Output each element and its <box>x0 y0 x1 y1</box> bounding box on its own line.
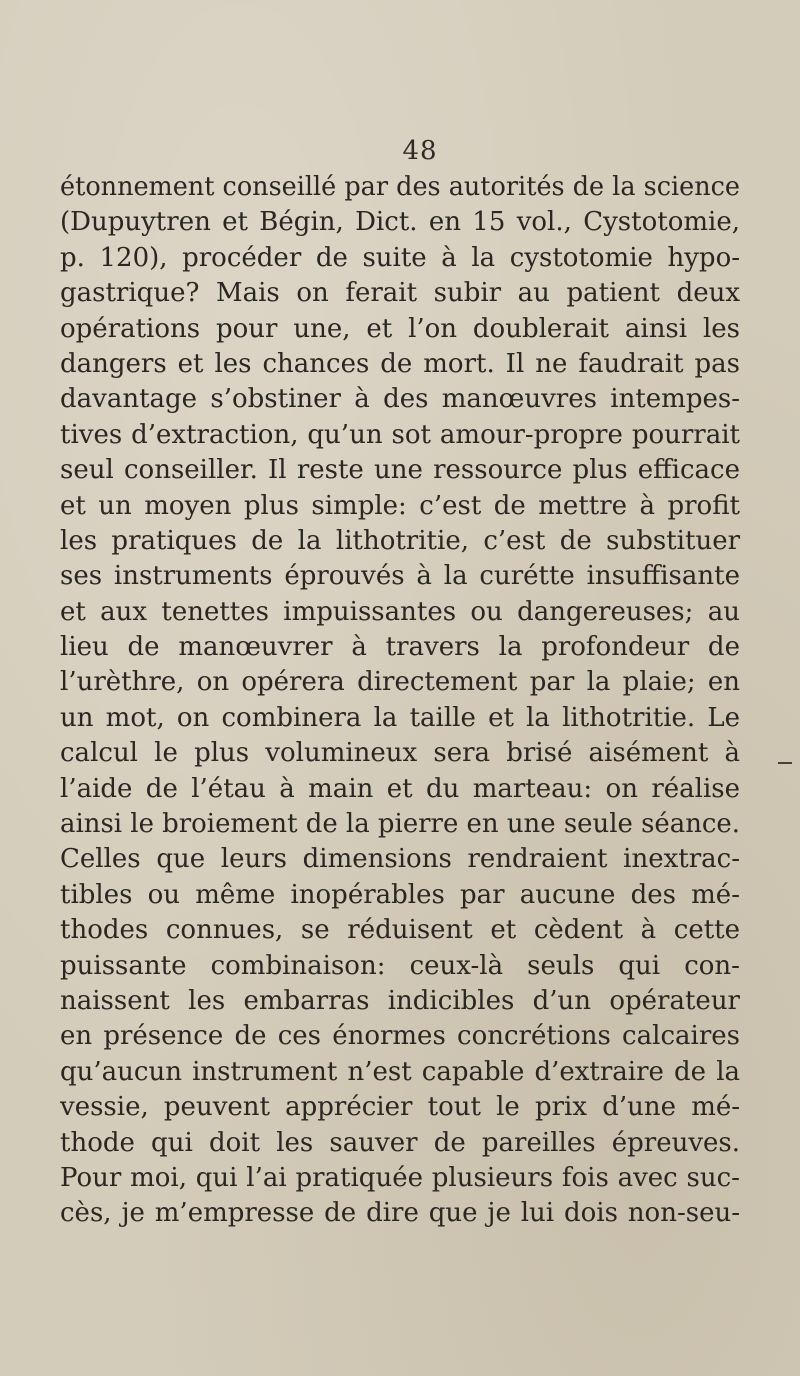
text-line: qu’aucun instrument n’est capable d’extraire de la <box>60 1056 741 1087</box>
text-line: (Dupuytren et Bégin, Dict. en 15 vol., Cystotomie, <box>60 207 740 238</box>
body-text <box>60 170 740 1232</box>
text-line: puissante combinaison: ceux-là seuls qui con- <box>60 950 740 981</box>
text-line: un mot, on combinera la taille et la lithotritie. Le <box>60 702 741 733</box>
text-line: thodes connues, se réduisent et cèdent à cette <box>60 915 741 946</box>
text-line: vessie, peuvent apprécier tout le prix d’une mé- <box>60 1092 741 1123</box>
text-line: les pratiques de la lithotritie, c’est de substituer <box>60 525 741 556</box>
text-line: tives d’extraction, qu’un sot amour-propre pourrait <box>60 419 740 450</box>
text-line: Celles que leurs dimensions rendraient inextrac- <box>60 844 741 875</box>
text-line: dangers et les chances de mort. Il ne faudrait pas <box>60 348 740 379</box>
text-line: en présence de ces énormes concrétions calcaires <box>60 1021 740 1052</box>
text-line: gastrique? Mais on ferait subir au patient deux <box>60 278 741 309</box>
margin-mark <box>778 762 792 764</box>
text-line: étonnement conseillé par des autorités de la science <box>60 172 740 202</box>
text-line: Pour moi, qui l’ai pratiquée plusieurs fois avec suc- <box>60 1162 740 1193</box>
text-line: l’aide de l’étau à main et du marteau: on réalise <box>60 773 741 804</box>
text-line: lieu de manœuvrer à travers la profondeur de <box>60 632 740 663</box>
text-line: seul conseiller. Il reste une ressource plus efficace <box>60 455 740 486</box>
text-line: cès, je m’empresse de dire que je lui dois non-seu- <box>60 1198 741 1229</box>
text-line: ses instruments éprouvés à la curétte insuffisante <box>60 561 740 592</box>
text-line: thode qui doit les sauver de pareilles épreuves. <box>60 1127 741 1158</box>
text-line: et aux tenettes impuissantes ou dangereuses; au <box>60 596 740 627</box>
text-line: l’urèthre, on opérera directement par la plaie; en <box>60 667 741 698</box>
text-line: calcul le plus volumineux sera brisé aisément à <box>60 738 741 769</box>
text-line: ainsi le broiement de la pierre en une seule séance. <box>60 809 741 840</box>
text-line: naissent les embarras indicibles d’un opérateur <box>60 985 740 1016</box>
text-line: p. 120), procéder de suite à la cystotomie hypo- <box>60 242 741 273</box>
text-line: tibles ou même inopérables par aucune des mé- <box>60 879 740 910</box>
text-line: opérations pour une, et l’on doublerait ainsi les <box>60 313 741 344</box>
text-line: et un moyen plus simple: c’est de mettre à profit <box>60 490 740 521</box>
page-number: 48 <box>402 136 438 166</box>
text-line: davantage s’obstiner à des manœuvres intempes- <box>60 384 740 415</box>
